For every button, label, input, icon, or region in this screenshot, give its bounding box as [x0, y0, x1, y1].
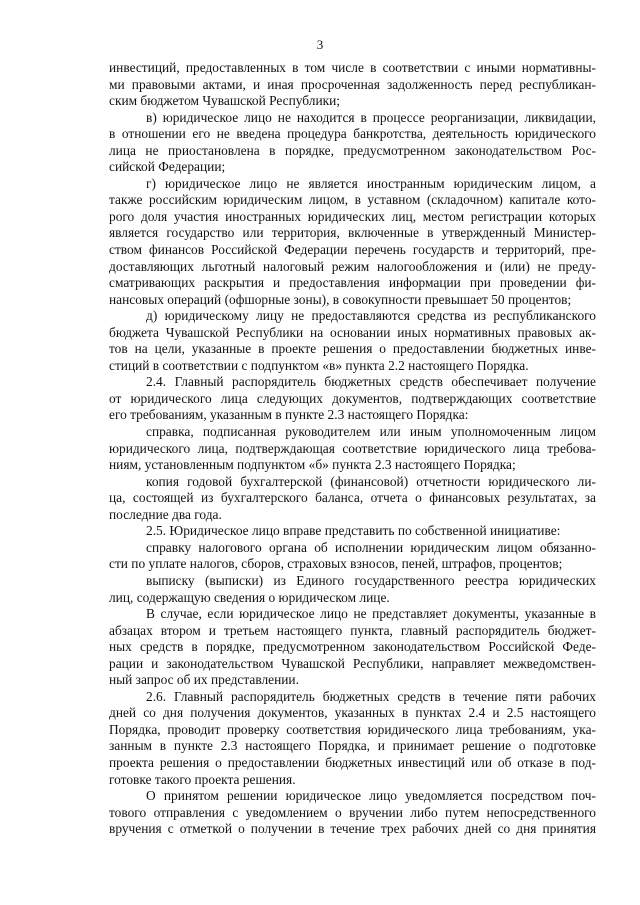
text-line: готовке такого проекта решения. [109, 771, 296, 787]
text-line: тов на цели, указанные в проекте решения о предоставлении бюджетных инве- [109, 341, 596, 357]
text-line: О принятом решении юридическое лицо уведомляется посредством поч- [146, 788, 596, 804]
text-line: дней со дня получения документов, указанных в пунктах 2.4 и 2.5 настоящего [109, 705, 596, 721]
text-line: инвестиций, предоставленных в том числе в соответствии с иными нормативны- [109, 60, 596, 75]
text-line: стиций в соответствии с подпунктом «в» пункта 2.2 настоящего Порядка. [109, 357, 529, 373]
text-line: является государство или территория, включенные в утвержденный Министер- [109, 225, 596, 241]
text-line: абзацах втором и третьем настоящего пункта, главный распорядитель бюджет- [109, 622, 596, 638]
text-line: ством финансов Российской Федерации перечень государств и территорий, пре- [109, 242, 596, 258]
text-line: в отношении его не введена процедура банкротства, деятельность юридического [109, 126, 596, 142]
text-line: ми правовыми актами, и иная просроченная задолженность перед республикан- [109, 76, 596, 92]
text-line: рого доля участия иностранных юридических лиц, местом регистрации которых [109, 208, 596, 224]
text-line: справка, подписанная руководителем или иным уполномоченным лицом [146, 424, 596, 440]
text-line: также российским юридическим лицом, в уставном (складочном) капитале кото- [109, 192, 596, 208]
text-line: лиц, содержащую сведения о юридическом лице. [109, 589, 390, 605]
text-line: тового отправления с уведомлением о вручении либо путем непосредственного [109, 804, 596, 820]
text-line: последние два года. [109, 506, 222, 522]
text-line: 2.5. Юридическое лицо вправе представить по собственной инициативе: [146, 523, 561, 539]
text-line: его требованиям, указанным в пункте 2.3 настоящего Порядка: [109, 407, 469, 423]
text-line: доставляющих льготный налоговый режим налогообложения и (или) не преду- [109, 258, 596, 274]
text-line: нансовых операций (офшорные зоны), в совокупности превышает 50 процентов; [109, 291, 572, 307]
text-line: 2.4. Главный распорядитель бюджетных средств обеспечивает получение [146, 374, 596, 390]
text-line: бюджета Чувашской Республики на основании иных нормативных правовых ак- [109, 324, 596, 340]
text-line: копия годовой бухгалтерской (финансовой) отчетности юридического ли- [146, 473, 596, 489]
text-line: в) юридическое лицо не находится в процессе реорганизации, ликвидации, [146, 109, 596, 125]
text-line: ниям, установленным подпунктом «б» пункта 2.3 настоящего Порядка; [109, 457, 516, 473]
text-line: юридического лица, подтверждающая соответствие юридического лица требова- [109, 440, 596, 456]
text-line: сийской Федерации; [109, 159, 226, 175]
text-line: ных средств в порядке, предусмотренном законодательством Российской Феде- [109, 639, 596, 655]
text-line: г) юридическое лицо не является иностранным юридическим лицом, а [146, 175, 596, 191]
text-line: от юридического лица следующих документов, подтверждающих соответствие [109, 390, 596, 406]
text-line: справку налогового органа об исполнении юридическим лицом обязанно- [146, 539, 596, 555]
text-line: ца, состоящей из бухгалтерского баланса, отчета о финансовых результатах, за [109, 490, 596, 506]
text-line: лица не приостановлена в порядке, предусмотренном законодательством Рос- [109, 142, 596, 158]
text-line: сти по уплате налогов, сборов, страховых взносов, пеней, штрафов, процентов; [109, 556, 563, 572]
text-line: 2.6. Главный распорядитель бюджетных средств в течение пяти рабочих [146, 688, 596, 704]
text-line: занным в пункте 2.3 настоящего Порядка, и принимает решение о подготовке [109, 738, 596, 754]
text-line: ный запрос об их представлении. [109, 672, 299, 688]
text-line: выписку (выписки) из Единого государственного реестра юридических [146, 572, 596, 588]
text-line: вручения с отметкой о получении в течение трех рабочих дней со дня принятия [109, 821, 596, 837]
text-line: проекта решения о предоставлении бюджетных инвестиций или об отказе в под- [109, 754, 596, 770]
text-line: д) юридическому лицу не предоставляются средства из республиканского [146, 308, 596, 324]
text-line: ским бюджетом Чувашской Республики; [109, 93, 341, 109]
document-body [109, 60, 596, 838]
page-number: 3 [316, 37, 324, 52]
text-line: В случае, если юридическое лицо не представляет документы, указанные в [146, 606, 596, 622]
text-line: Порядка, проводит проверку соответствия юридического лица требованиям, ука- [109, 721, 596, 737]
text-line: рации и законодательством Чувашской Республики, направляет межведомствен- [109, 655, 596, 671]
text-line: сматривающих раскрытия и предоставления информации при проведении фи- [109, 275, 596, 291]
